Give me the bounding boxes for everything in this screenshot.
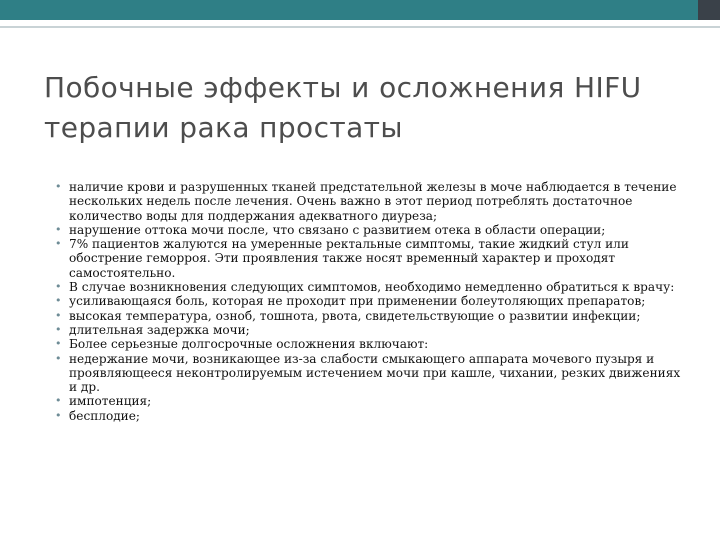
list-item-text: 7% пациентов жалуются на умеренные ректальные симптомы, такие жидкий стул или обострение геморроя. Эти проявления также носят временный характер и проходят самостоятельно. bbox=[69, 237, 629, 280]
list-item-text: бесплодие; bbox=[69, 408, 140, 423]
bullet-icon: • bbox=[55, 394, 62, 408]
list-item bbox=[50, 309, 690, 323]
list-item bbox=[50, 337, 690, 351]
bullet-icon: • bbox=[55, 308, 62, 322]
bullet-icon: • bbox=[55, 322, 62, 336]
bullet-icon: • bbox=[55, 180, 62, 193]
list-item-text: высокая температура, озноб, тошнота, рвота, свидетельствующие о развитии инфекции; bbox=[69, 308, 641, 323]
bullet-icon: • bbox=[55, 408, 62, 422]
list-item bbox=[50, 323, 690, 337]
list-item bbox=[50, 409, 690, 423]
list-item bbox=[50, 352, 690, 395]
bullet-icon: • bbox=[55, 237, 62, 251]
list-item-text: усиливающаяся боль, которая не проходит при применении болеутоляющих препаратов; bbox=[69, 294, 646, 309]
bullet-list bbox=[50, 180, 690, 423]
list-item bbox=[50, 294, 690, 308]
top-band-corner bbox=[698, 0, 720, 20]
list-item bbox=[50, 223, 690, 237]
bullet-icon: • bbox=[55, 280, 62, 294]
list-item bbox=[50, 394, 690, 408]
list-item-text: длительная задержка мочи; bbox=[69, 322, 250, 337]
list-item-text: нарушение оттока мочи после, что связано с развитием отека в области операции; bbox=[69, 222, 606, 237]
list-item bbox=[50, 280, 690, 294]
bullet-icon: • bbox=[55, 294, 62, 308]
bullet-icon: • bbox=[55, 351, 62, 365]
top-divider-line bbox=[0, 26, 720, 28]
list-item-text: импотенция; bbox=[69, 394, 152, 409]
list-item-text: Более серьезные долгосрочные осложнения включают: bbox=[69, 337, 429, 352]
bullet-icon: • bbox=[55, 222, 62, 236]
list-item bbox=[50, 237, 690, 280]
slide-title: Побочные эффекты и осложнения HIFU терапии рака простаты bbox=[44, 71, 642, 144]
bullet-icon: • bbox=[55, 337, 62, 351]
top-band bbox=[0, 0, 720, 22]
list-item-text: В случае возникновения следующих симптомов, необходимо немедленно обратиться к врачу: bbox=[69, 280, 675, 295]
list-item-text: недержание мочи, возникающее из-за слабости смыкающего аппарата мочевого пузыря и проявляющееся неконтролируемым истечением мочи при кашле, чихании, резких движениях и др. bbox=[69, 351, 681, 395]
bullet-content bbox=[50, 180, 690, 423]
top-band-teal bbox=[0, 0, 698, 20]
list-item bbox=[50, 180, 690, 223]
list-item-text: наличие крови и разрушенных тканей предстательной железы в моче наблюдается в течение нескольких недель после лечения. Очень важно в этот период потреблять достаточное количество воды для поддержания адекватного диуреза; bbox=[69, 180, 677, 223]
